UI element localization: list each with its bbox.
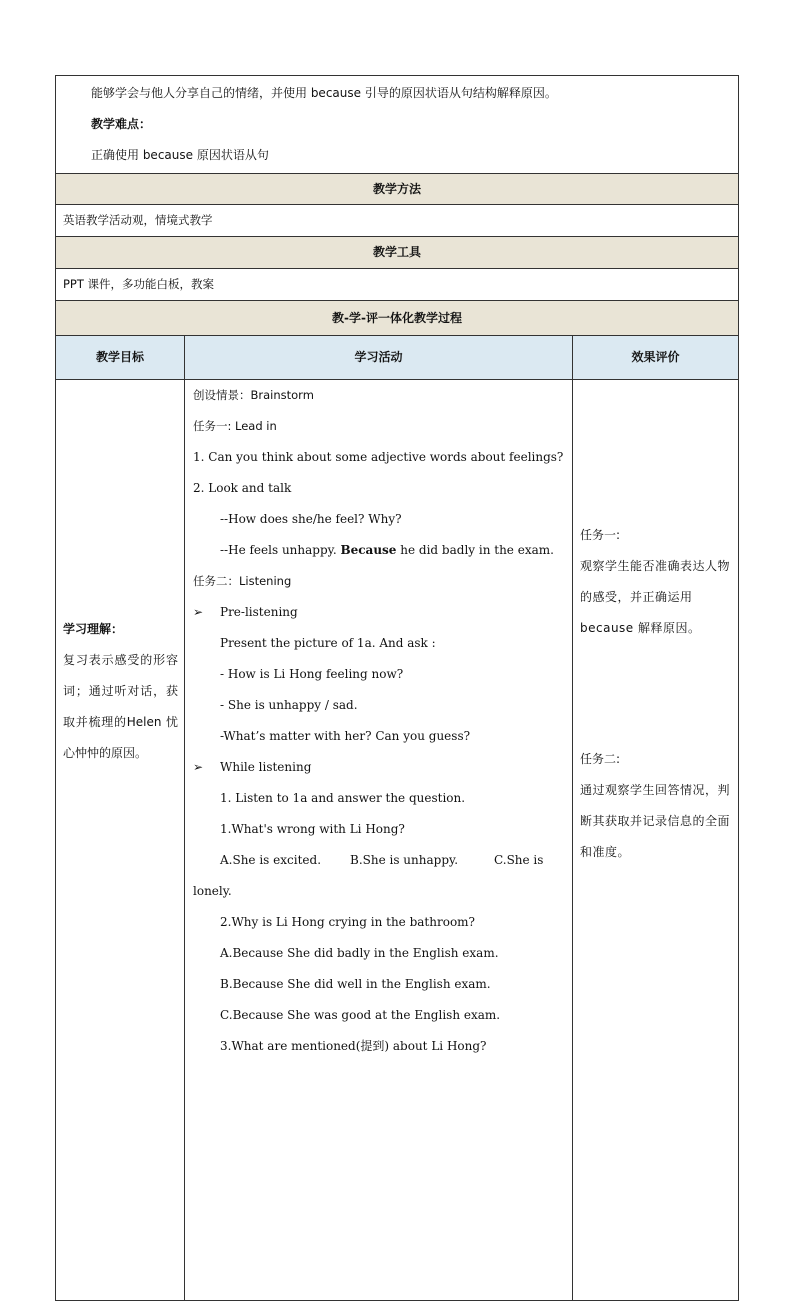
tools-row (56, 269, 739, 301)
difficulty-text: 正确使用 because 原因状语从句 (91, 148, 269, 162)
process-heading: 教-学-评一体化教学过程 (56, 301, 739, 336)
eval-task2-title: 任务二: (580, 752, 621, 766)
tools-heading-row (56, 237, 739, 269)
activities-cell (185, 380, 573, 1301)
activity-q2: 2. Look and talk (193, 481, 292, 495)
goal-cell (56, 380, 185, 1301)
col-header-evaluation: 效果评价 (573, 336, 739, 380)
activity-scenario: 创设情景：Brainstorm (193, 388, 314, 402)
arrow-bullet-icon: ➢ (193, 605, 204, 619)
arrow-bullet-icon: ➢ (193, 760, 204, 774)
pre-listening-item: ➢ Pre-listening (193, 597, 572, 628)
process-heading-row (56, 301, 739, 336)
activity-whats-matter: -What’s matter with her? Can you guess? (220, 729, 471, 743)
col-header-activities: 学习活动 (185, 336, 573, 380)
tools-text: PPT 课件，多功能白板，教案 (56, 269, 739, 301)
activity-unhappy: - She is unhappy / sad. (220, 698, 358, 712)
question-1-wrap: lonely. (193, 884, 232, 898)
lesson-plan-table (55, 75, 739, 1301)
process-body-row (56, 380, 739, 1301)
methods-heading: 教学方法 (56, 174, 739, 205)
methods-heading-row (56, 174, 739, 205)
activity-how-feel: - How is Li Hong feeling now? (220, 667, 404, 681)
task2-title: 任务二：Listening (193, 574, 292, 588)
activity-listen: 1. Listen to 1a and answer the question. (220, 791, 466, 805)
task1-title: 任务一: Lead in (193, 419, 277, 433)
goal-description: 复习表示感受的形容词；通过听对话，获取并梳理的Helen 忧心忡忡的原因。 (63, 653, 178, 760)
eval-task2-text: 通过观察学生回答情况，判断其获取并记录信息的全面和准度。 (580, 783, 731, 859)
difficulty-heading: 教学难点： (91, 117, 152, 131)
evaluation-cell (573, 380, 739, 1301)
column-header-row (56, 336, 739, 380)
activity-present: Present the picture of 1a. And ask : (220, 636, 436, 650)
activity-ask: --How does she/he feel? Why? (220, 512, 402, 526)
because-bold: Because (340, 543, 397, 557)
question-2-option-b: B.Because She did well in the English exam. (220, 977, 491, 991)
eval-task1-title: 任务一: (580, 528, 621, 542)
methods-row (56, 205, 739, 237)
question-2-option-a: A.Because She did badly in the English exam. (220, 946, 499, 960)
question-3: 3.What are mentioned(提到) about Li Hong? (220, 1039, 487, 1053)
lesson-plan-page (55, 75, 738, 1301)
tools-heading: 教学工具 (56, 237, 739, 269)
while-listening-item: ➢ While listening (193, 752, 572, 783)
goal-title: 学习理解： (63, 622, 124, 636)
col-header-goals: 教学目标 (56, 336, 185, 380)
question-2: 2.Why is Li Hong crying in the bathroom? (220, 915, 475, 929)
question-2-option-c: C.Because She was good at the English exam. (220, 1008, 501, 1022)
question-1: 1.What's wrong with Li Hong? (220, 822, 405, 836)
activity-answer: --He feels unhappy. Because he did badly in the exam. (220, 543, 554, 557)
eval-task1-text: 观察学生能否准确表达人物的感受，并正确运用 because 解释原因。 (580, 559, 731, 635)
goals-row (56, 76, 739, 174)
question-1-options: A.She is excited. B.She is unhappy. C.She is (220, 853, 544, 867)
methods-text: 英语教学活动观，情境式教学 (56, 205, 739, 237)
goal-text: 能够学会与他人分享自己的情绪，并使用 because 引导的原因状语从句结构解释原因。 (91, 86, 557, 100)
activity-q1: 1. Can you think about some adjective words about feelings? (193, 450, 564, 464)
